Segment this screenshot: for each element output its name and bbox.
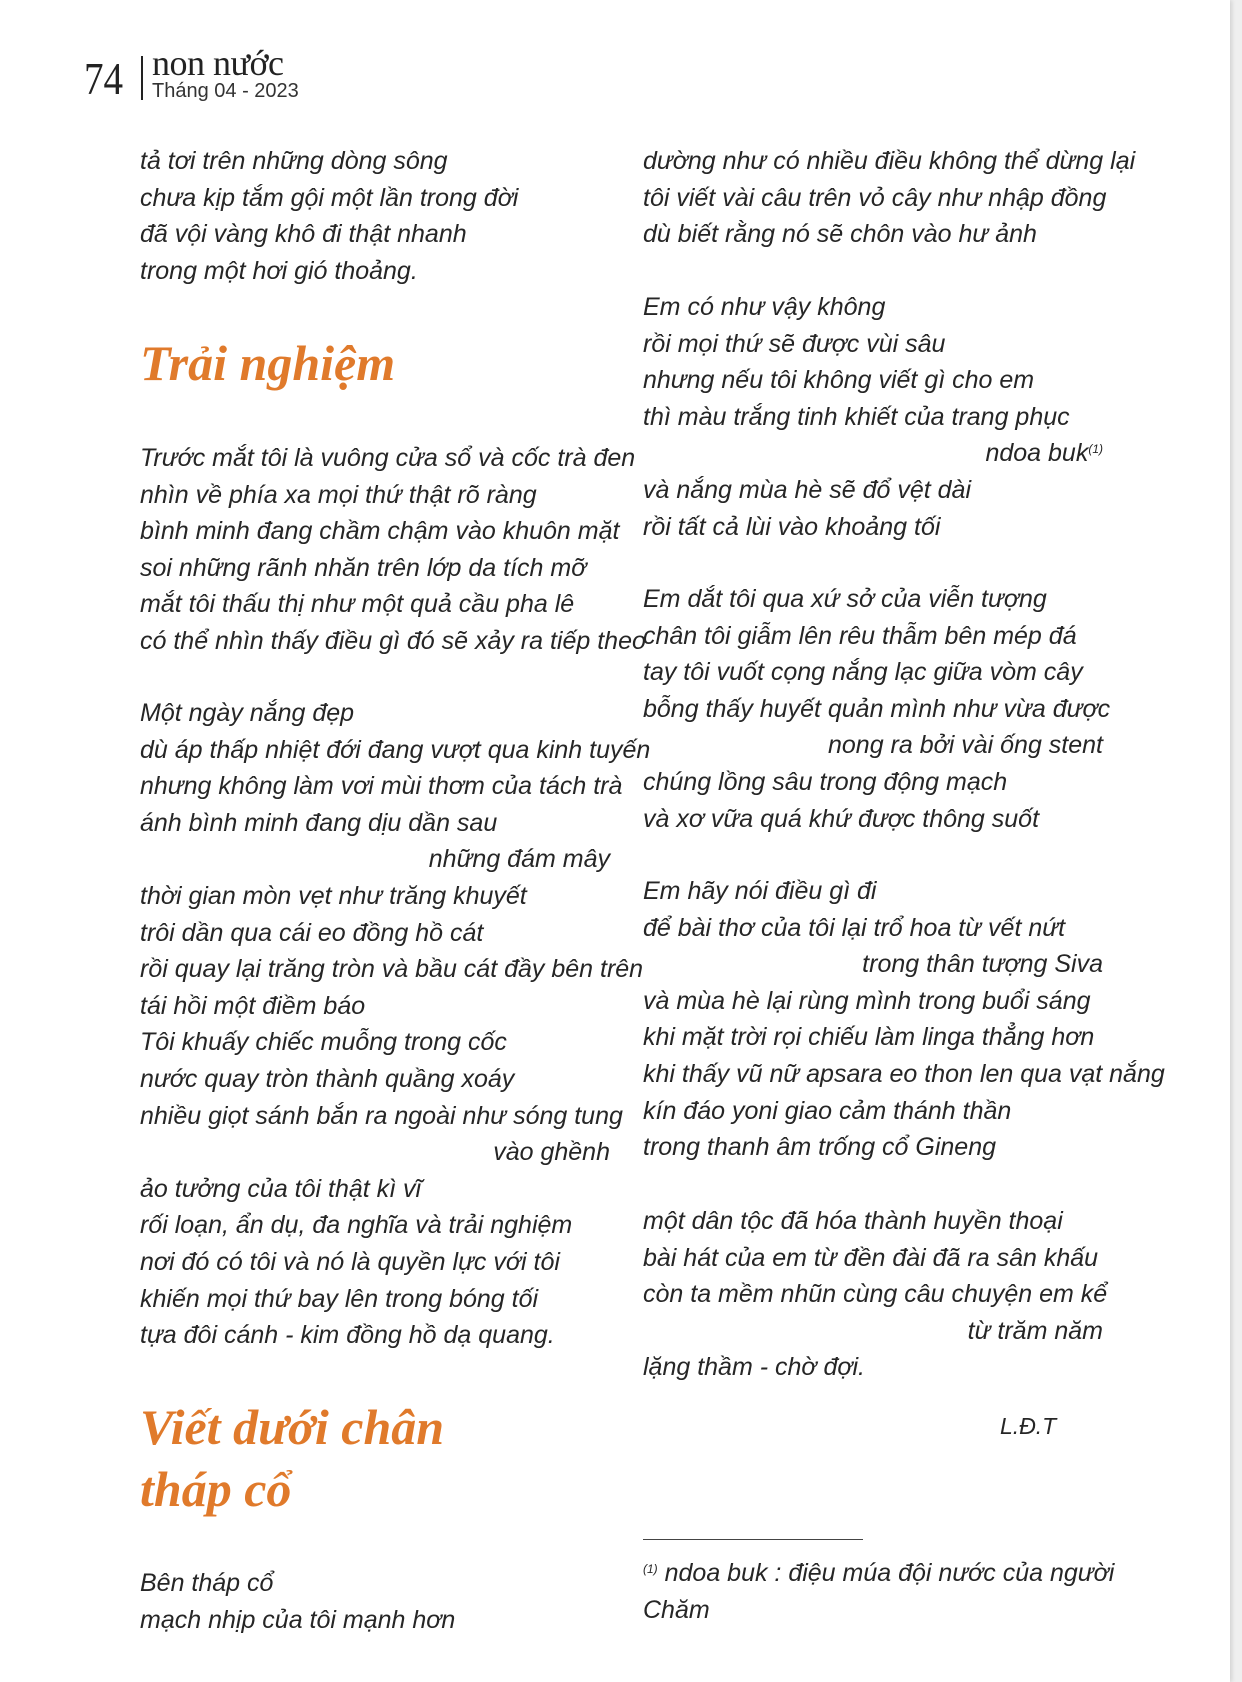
poem-line: tôi viết vài câu trên vỏ cây như nhập đồng bbox=[643, 183, 1107, 212]
poem-line: nhìn về phía xa mọi thứ thật rõ ràng bbox=[140, 480, 537, 509]
poem-title-line: Viết dưới chân bbox=[140, 1399, 445, 1455]
right-stanza-1 bbox=[643, 143, 1136, 253]
poem-line: và xơ vữa quá khứ được thông suốt bbox=[643, 804, 1040, 833]
poem-title: Trải nghiệm bbox=[140, 335, 396, 391]
poem-line: một dân tộc đã hóa thành huyền thoại bbox=[643, 1207, 1063, 1235]
poem-line: trôi dần qua cái eo đồng hồ cát bbox=[140, 918, 484, 947]
footnote-divider bbox=[643, 1539, 863, 1540]
poem-line: mạch nhịp của tôi mạnh hơn bbox=[140, 1605, 456, 1634]
poem-line: để bài thơ của tôi lại trổ hoa từ vết nứt bbox=[643, 913, 1066, 942]
issue-date: Tháng 04 - 2023 bbox=[152, 80, 299, 102]
poem-line: mắt tôi thấu thị như một quả cầu pha lê bbox=[140, 590, 575, 619]
poem-line: trong một hơi gió thoảng. bbox=[140, 256, 418, 285]
poem-line: ánh bình minh đang dịu dần sau bbox=[140, 808, 498, 837]
poem-line: dù biết rằng nó sẽ chôn vào hư ảnh bbox=[643, 220, 1037, 249]
poem-line: bỗng thấy huyết quản mình như vừa được bbox=[643, 694, 1111, 723]
left-stanza-3 bbox=[140, 695, 651, 1354]
footnote-line bbox=[643, 1555, 1115, 1592]
poem-line-indented: nong ra bởi vài ống stent bbox=[827, 731, 1103, 760]
poem-title-viet-duoi-chan-thap-co bbox=[140, 1397, 610, 1519]
poem-line: đã vội vàng khô đi thật nhanh bbox=[140, 220, 467, 249]
poem-line: và nắng mùa hè sẽ đổ vệt dài bbox=[643, 475, 972, 504]
poem-line: Em hãy nói điều gì đi bbox=[643, 877, 877, 905]
footnote-term: ndoa buk bbox=[985, 439, 1089, 468]
author-signature: L.Đ.T bbox=[1000, 1413, 1057, 1439]
poem-line: Trước mắt tôi là vuông cửa sổ và cốc trà đen bbox=[140, 444, 636, 472]
poem-title-line: tháp cổ bbox=[140, 1461, 292, 1517]
poem-line: rồi mọi thứ sẽ được vùi sâu bbox=[643, 329, 946, 358]
right-stanza-5 bbox=[643, 1203, 1108, 1386]
poem-line: soi những rãnh nhăn trên lớp da tích mỡ bbox=[140, 553, 587, 582]
right-stanza-3 bbox=[643, 581, 1111, 837]
poem-line: tay tôi vuốt cọng nắng lạc giữa vòm cây bbox=[643, 658, 1083, 687]
poem-line: và mùa hè lại rùng mình trong buổi sáng bbox=[643, 986, 1091, 1015]
poem-line: tả tơi trên những dòng sông bbox=[140, 147, 448, 175]
poem-line: nhưng nếu tôi không viết gì cho em bbox=[643, 366, 1035, 395]
poem-line-indented: những đám mây bbox=[428, 845, 610, 874]
footnote-mark: (1) bbox=[643, 1562, 658, 1576]
poem-line: còn ta mềm nhũn cùng câu chuyện em kể bbox=[643, 1280, 1108, 1309]
poem-line: trong thanh âm trống cổ Gineng bbox=[643, 1133, 997, 1162]
poem-line: Em có như vậy không bbox=[643, 293, 886, 321]
poem-line: lặng thầm - chờ đợi. bbox=[643, 1353, 865, 1382]
poem-line: dường như có nhiều điều không thể dừng lại bbox=[643, 147, 1136, 175]
poem-line: thời gian mòn vẹt như trăng khuyết bbox=[140, 881, 527, 910]
poem-line: rồi quay lại trăng tròn và bầu cát đầy bên trên bbox=[140, 955, 644, 984]
right-stanza-2 bbox=[643, 289, 1103, 545]
poem-line: rồi tất cả lùi vào khoảng tối bbox=[643, 512, 941, 541]
poem-line-indented: vào ghềnh bbox=[493, 1138, 610, 1167]
right-stanza-4 bbox=[643, 873, 1165, 1166]
footnote bbox=[643, 1555, 1115, 1628]
poem-line: kín đáo yoni giao cảm thánh thần bbox=[643, 1096, 1012, 1125]
poem-line-indented bbox=[643, 435, 1103, 472]
poem-line-indented: từ trăm năm bbox=[967, 1316, 1103, 1345]
header-divider bbox=[141, 56, 143, 100]
magazine-name: non nước bbox=[152, 43, 284, 83]
left-stanza-6 bbox=[140, 1565, 610, 1638]
poem-line: rối loạn, ẩn dụ, đa nghĩa và trải nghiệm bbox=[140, 1211, 573, 1240]
poem-line: chưa kịp tắm gội một lần trong đời bbox=[140, 183, 519, 212]
poem-line: khi mặt trời rọi chiếu làm linga thẳng hơn bbox=[643, 1023, 1095, 1052]
poem-line: Một ngày nắng đẹp bbox=[140, 699, 355, 727]
left-stanza-2 bbox=[140, 440, 646, 660]
poem-line: khi thấy vũ nữ apsara eo thon len qua vạt nắng bbox=[643, 1059, 1165, 1088]
poem-line: tái hồi một điềm báo bbox=[140, 991, 366, 1020]
page-number: 74 bbox=[84, 53, 124, 104]
poem-line: dù áp thấp nhiệt đới đang vượt qua kinh tuyến bbox=[140, 735, 651, 764]
poem-line: nhưng không làm vơi mùi thơm của tách trà bbox=[140, 772, 623, 801]
poem-line: chân tôi giẫm lên rêu thẫm bên mép đá bbox=[643, 621, 1077, 650]
poem-line: chúng lồng sâu trong động mạch bbox=[643, 767, 1008, 796]
poem-line: nhiều giọt sánh bắn ra ngoài như sóng tung bbox=[140, 1101, 623, 1130]
poem-line: nước quay tròn thành quầng xoáy bbox=[140, 1064, 515, 1093]
footnote-text: ndoa buk : điệu múa đội nước của người bbox=[657, 1559, 1115, 1587]
poem-line-indented: trong thân tượng Siva bbox=[862, 950, 1103, 979]
poem-line: Bên tháp cổ bbox=[140, 1569, 274, 1597]
poem-line: Em dắt tôi qua xứ sở của viễn tượng bbox=[643, 585, 1047, 613]
poem-line: tựa đôi cánh - kim đồng hồ dạ quang. bbox=[140, 1321, 555, 1350]
poem-line: nơi đó có tôi và nó là quyền lực với tôi bbox=[140, 1247, 560, 1276]
poem-line: có thể nhìn thấy điều gì đó sẽ xảy ra tiếp theo bbox=[140, 626, 646, 655]
footnote-ref: (1) bbox=[1088, 442, 1103, 457]
poem-line: Tôi khuấy chiếc muỗng trong cốc bbox=[140, 1028, 507, 1057]
footnote-line: Chăm bbox=[643, 1595, 710, 1624]
poem-line: ảo tưởng của tôi thật kì vĩ bbox=[140, 1174, 422, 1203]
author-signature-block bbox=[1000, 1408, 1060, 1445]
poem-line: bình minh đang chầm chậm vào khuôn mặt bbox=[140, 517, 620, 546]
poem-line: khiến mọi thứ bay lên trong bóng tối bbox=[140, 1284, 539, 1313]
left-stanza-1 bbox=[140, 143, 610, 289]
poem-line: bài hát của em từ đền đài đã ra sân khấu bbox=[643, 1243, 1099, 1272]
poem-title-trai-nghiem bbox=[140, 333, 610, 393]
poem-line: thì màu trắng tinh khiết của trang phục bbox=[643, 402, 1070, 431]
